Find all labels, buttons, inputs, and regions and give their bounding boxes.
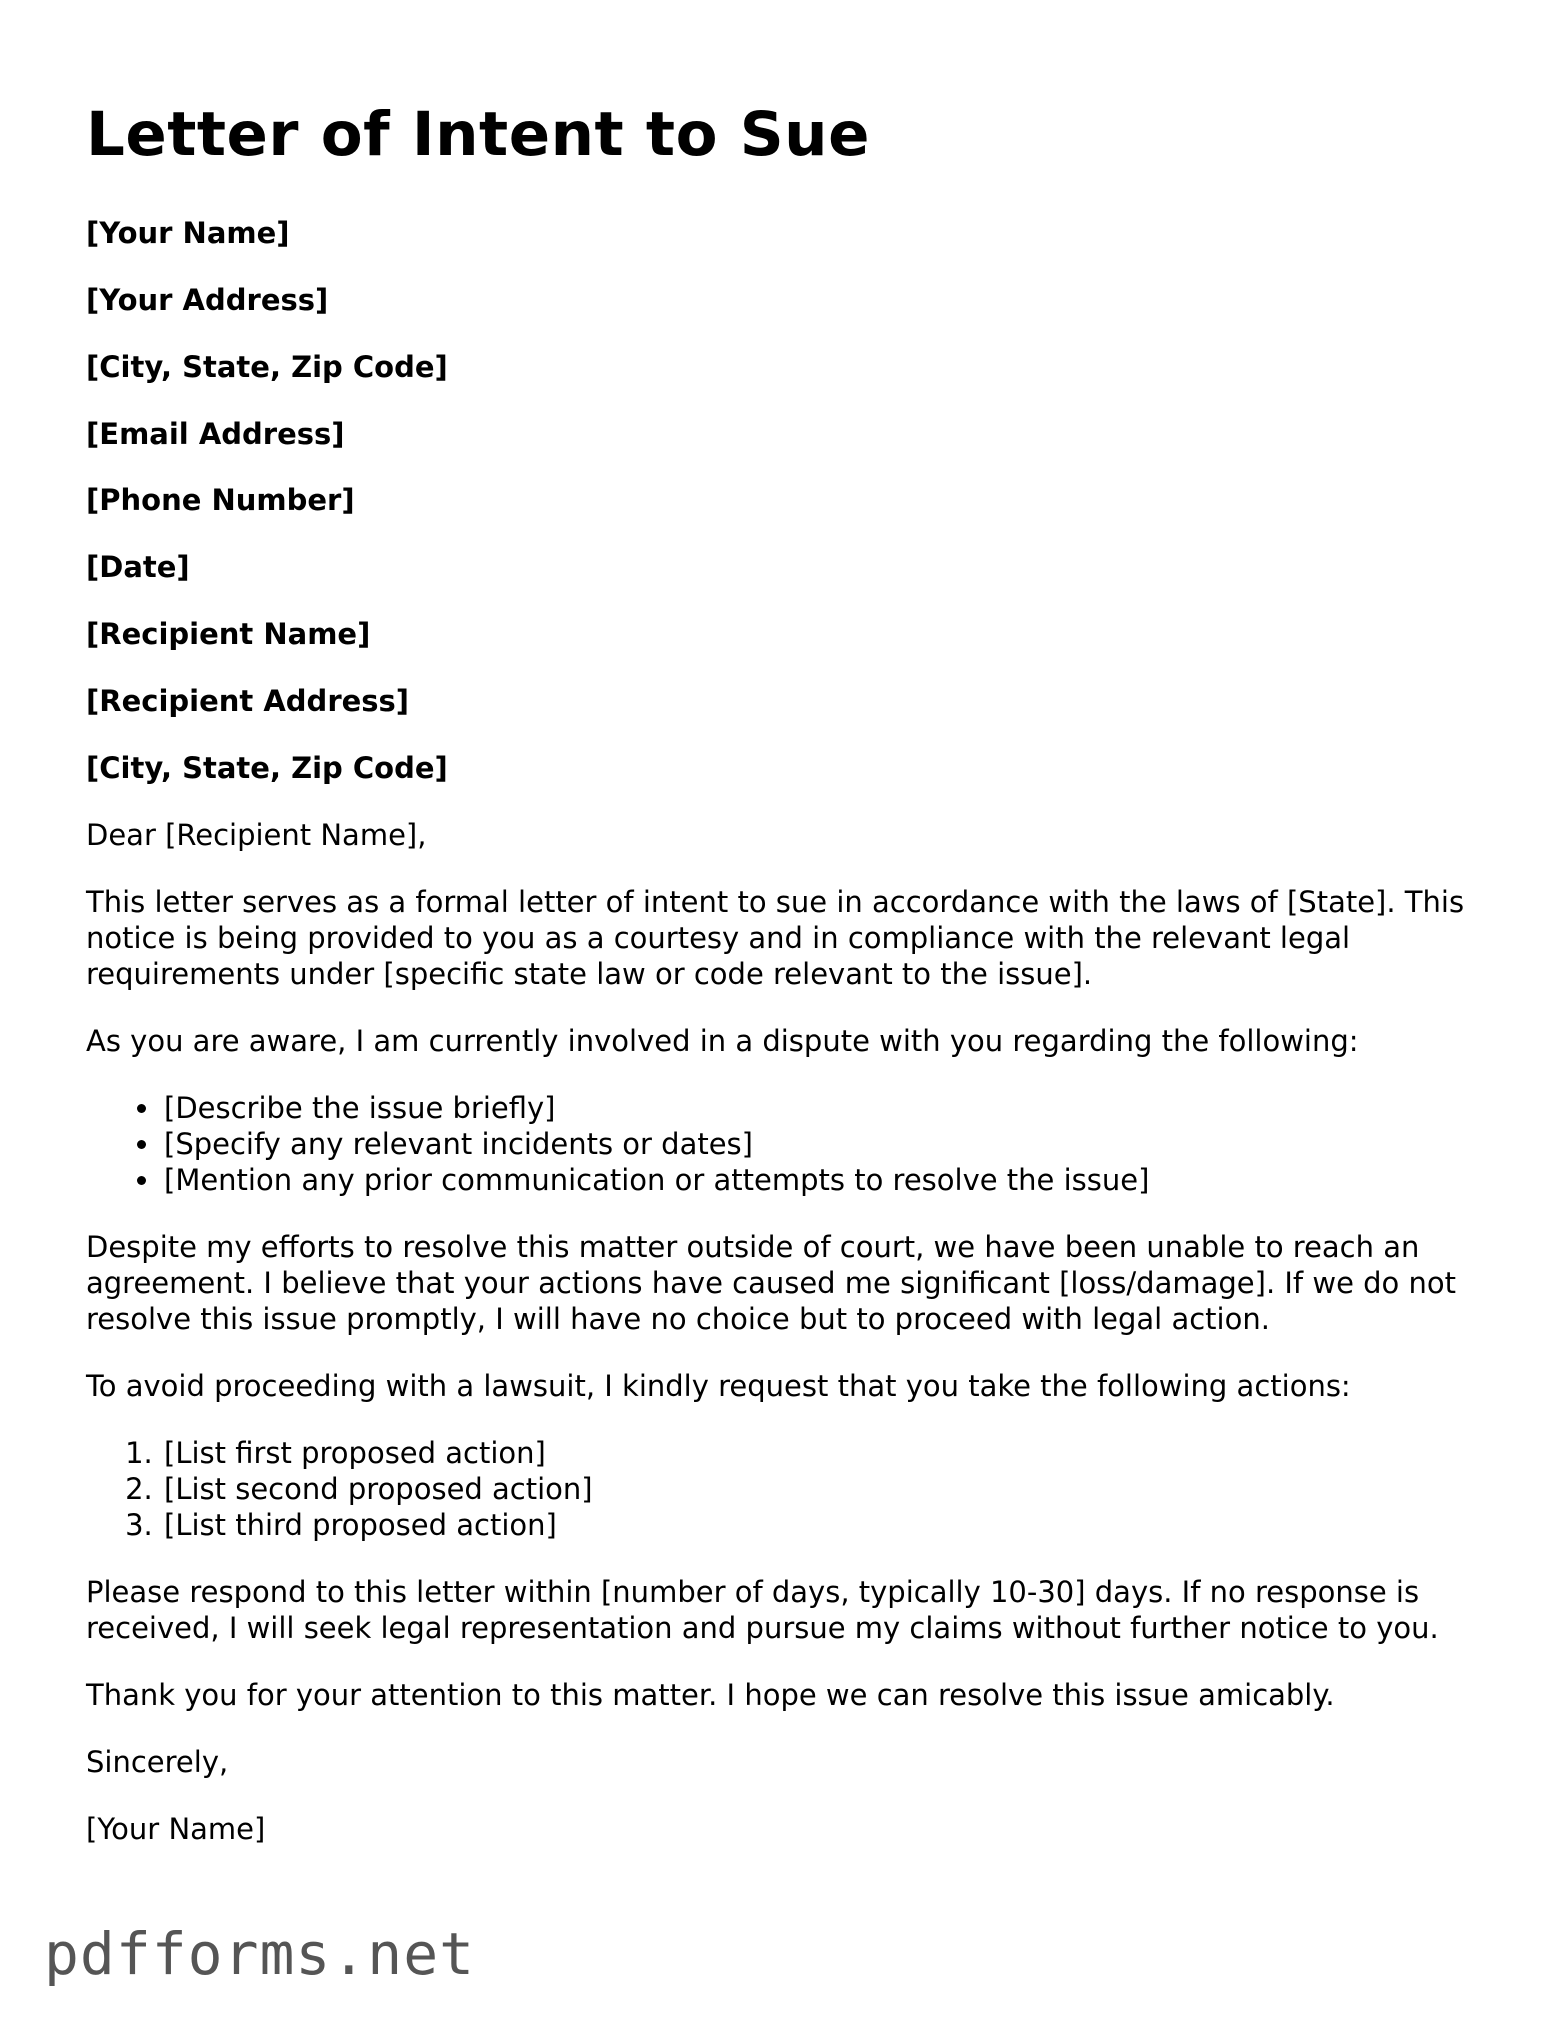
letter-date: [Date] — [86, 550, 190, 585]
list-item: 1. [List first proposed action] — [162, 1435, 1486, 1471]
actions-lead-paragraph: To avoid proceeding with a lawsuit, I kindly request that you take the following actions: — [86, 1369, 1351, 1404]
sender-city-state-zip: [City, State, Zip Code] — [86, 349, 448, 384]
sender-phone: [Phone Number] — [86, 483, 355, 518]
list-item: • [Describe the issue briefly] — [162, 1090, 1486, 1126]
thanks-paragraph: Thank you for your attention to this matter. I hope we can resolve this issue amicably. — [86, 1678, 1335, 1713]
sender-name: [Your Name] — [86, 216, 290, 251]
list-item: 3. [List third proposed action] — [162, 1507, 1486, 1543]
watermark-logo: pdfforms.net — [44, 1920, 476, 1988]
proposed-actions-list — [86, 1435, 1486, 1543]
list-item: • [Specify any relevant incidents or dates] — [162, 1126, 1486, 1162]
recipient-address: [Recipient Address] — [86, 683, 410, 718]
dispute-items-list — [86, 1090, 1486, 1198]
closing: Sincerely, — [86, 1745, 229, 1780]
list-item: 2. [List second proposed action] — [162, 1471, 1486, 1507]
recipient-city-state-zip: [City, State, Zip Code] — [86, 750, 448, 785]
sender-address: [Your Address] — [86, 282, 329, 317]
recipient-name: [Recipient Name] — [86, 616, 371, 651]
respond-paragraph: Please respond to this letter within [number of days, typically 10-30] days. If no response is received, I will seek legal representation and pursue my claims without further notice to you. — [86, 1575, 1439, 1646]
intro-paragraph: This letter serves as a formal letter of intent to sue in accordance with the laws of [State]. This notice is being provided to you as a courtesy and in compliance with the relevant legal requirements under [specific state law or code relevant to the issue]. — [86, 885, 1465, 992]
list-item: • [Mention any prior communication or attempts to resolve the issue] — [162, 1162, 1486, 1198]
salutation: Dear [Recipient Name], — [86, 818, 427, 853]
dispute-lead-paragraph: As you are aware, I am currently involved in a dispute with you regarding the following: — [86, 1024, 1359, 1059]
page-title: Letter of Intent to Sue — [86, 99, 870, 170]
sender-email: [Email Address] — [86, 416, 345, 451]
letter-document — [86, 100, 1486, 1878]
signature-name: [Your Name] — [86, 1812, 266, 1847]
efforts-paragraph: Despite my efforts to resolve this matter outside of court, we have been unable to reach an agreement. I believe that your actions have caused me significant [loss/damage]. If we do not resolve this issue promptly, I will have no choice but to proceed with legal action. — [86, 1230, 1456, 1337]
